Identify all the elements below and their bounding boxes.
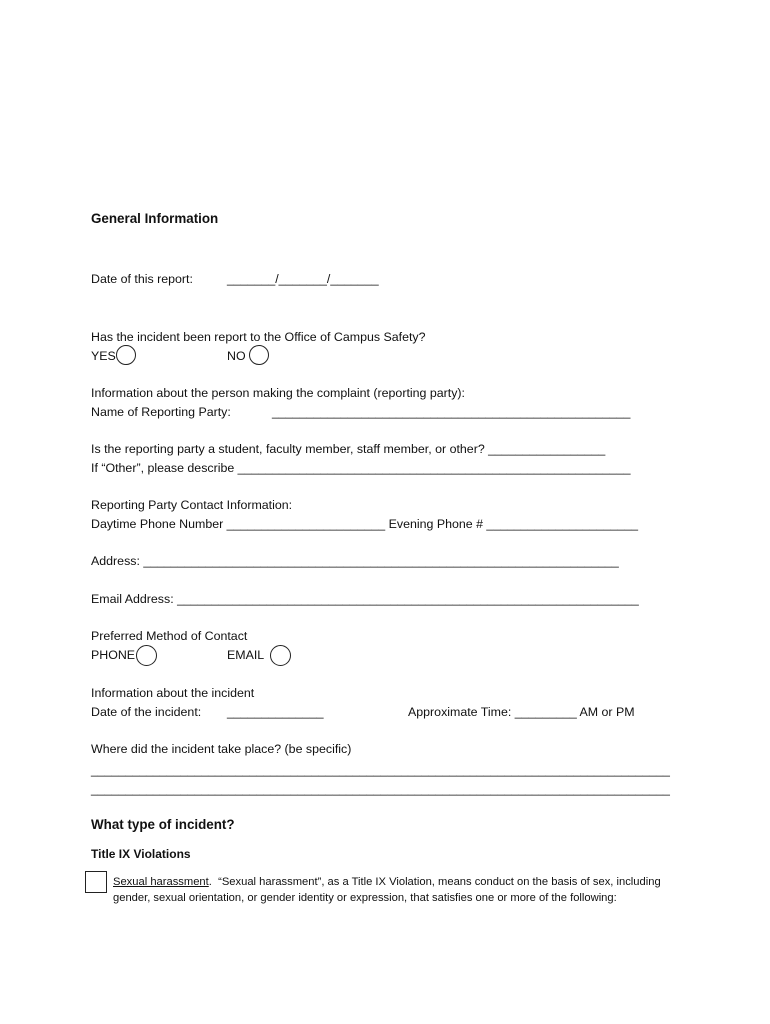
other-describe-field[interactable]: If “Other”, please describe _________________________________________________________ xyxy=(91,461,631,475)
address-field[interactable]: Address: _____________________________________________________________________ xyxy=(91,554,619,568)
incident-date-field[interactable]: ______________ xyxy=(227,705,324,719)
campus-safety-question: Has the incident been report to the Office of Campus Safety? xyxy=(91,330,426,344)
sexual-harassment-definition-line-1 xyxy=(113,874,661,890)
incident-location-line-2[interactable]: ____________________________________________________________________________________ xyxy=(91,782,670,796)
sexual-harassment-definition-line-2: gender, sexual orientation, or gender identity or expression, that satisfies one or more of the following: xyxy=(113,892,617,904)
phone-numbers-field[interactable]: Daytime Phone Number _______________________ Evening Phone # ______________________ xyxy=(91,517,639,531)
sexual-harassment-text-1: . “Sexual harassment”, as a Title IX Violation, means conduct on the basis of sex, including xyxy=(208,876,661,888)
sexual-harassment-checkbox[interactable] xyxy=(85,871,107,893)
yes-radio[interactable] xyxy=(116,345,136,365)
title-ix-subheading: Title IX Violations xyxy=(91,847,191,861)
email-label: EMAIL xyxy=(227,648,265,662)
contact-info-heading: Reporting Party Contact Information: xyxy=(91,498,293,512)
no-label: NO xyxy=(227,349,246,363)
email-address-field[interactable]: Email Address: ___________________________________________________________________ xyxy=(91,592,639,606)
report-date-label: Date of this report: xyxy=(91,272,193,286)
incident-date-label: Date of the incident: xyxy=(91,705,202,719)
general-information-heading: General Information xyxy=(91,211,219,226)
no-radio[interactable] xyxy=(249,345,269,365)
phone-radio[interactable] xyxy=(136,645,157,666)
incident-info-heading: Information about the incident xyxy=(91,686,255,700)
incident-location-question: Where did the incident take place? (be specific) xyxy=(91,742,352,756)
reporting-party-role-question[interactable]: Is the reporting party a student, faculty member, staff member, or other? _________________ xyxy=(91,442,606,456)
reporting-party-name-field[interactable]: ____________________________________________________ xyxy=(272,405,631,419)
incident-location-line-1[interactable]: ____________________________________________________________________________________ xyxy=(91,763,670,777)
reporting-party-name-label: Name of Reporting Party: xyxy=(91,405,231,419)
yes-label: YES xyxy=(91,349,116,363)
email-radio[interactable] xyxy=(270,645,291,666)
sexual-harassment-term: Sexual harassment xyxy=(113,876,209,888)
reporting-party-intro: Information about the person making the complaint (reporting party): xyxy=(91,386,465,400)
report-date-field[interactable]: _______/_______/_______ xyxy=(227,272,379,286)
preferred-contact-heading: Preferred Method of Contact xyxy=(91,629,248,643)
approximate-time-field[interactable]: Approximate Time: _________ AM or PM xyxy=(408,705,635,719)
phone-label: PHONE xyxy=(91,648,136,662)
incident-type-heading: What type of incident? xyxy=(91,817,235,832)
